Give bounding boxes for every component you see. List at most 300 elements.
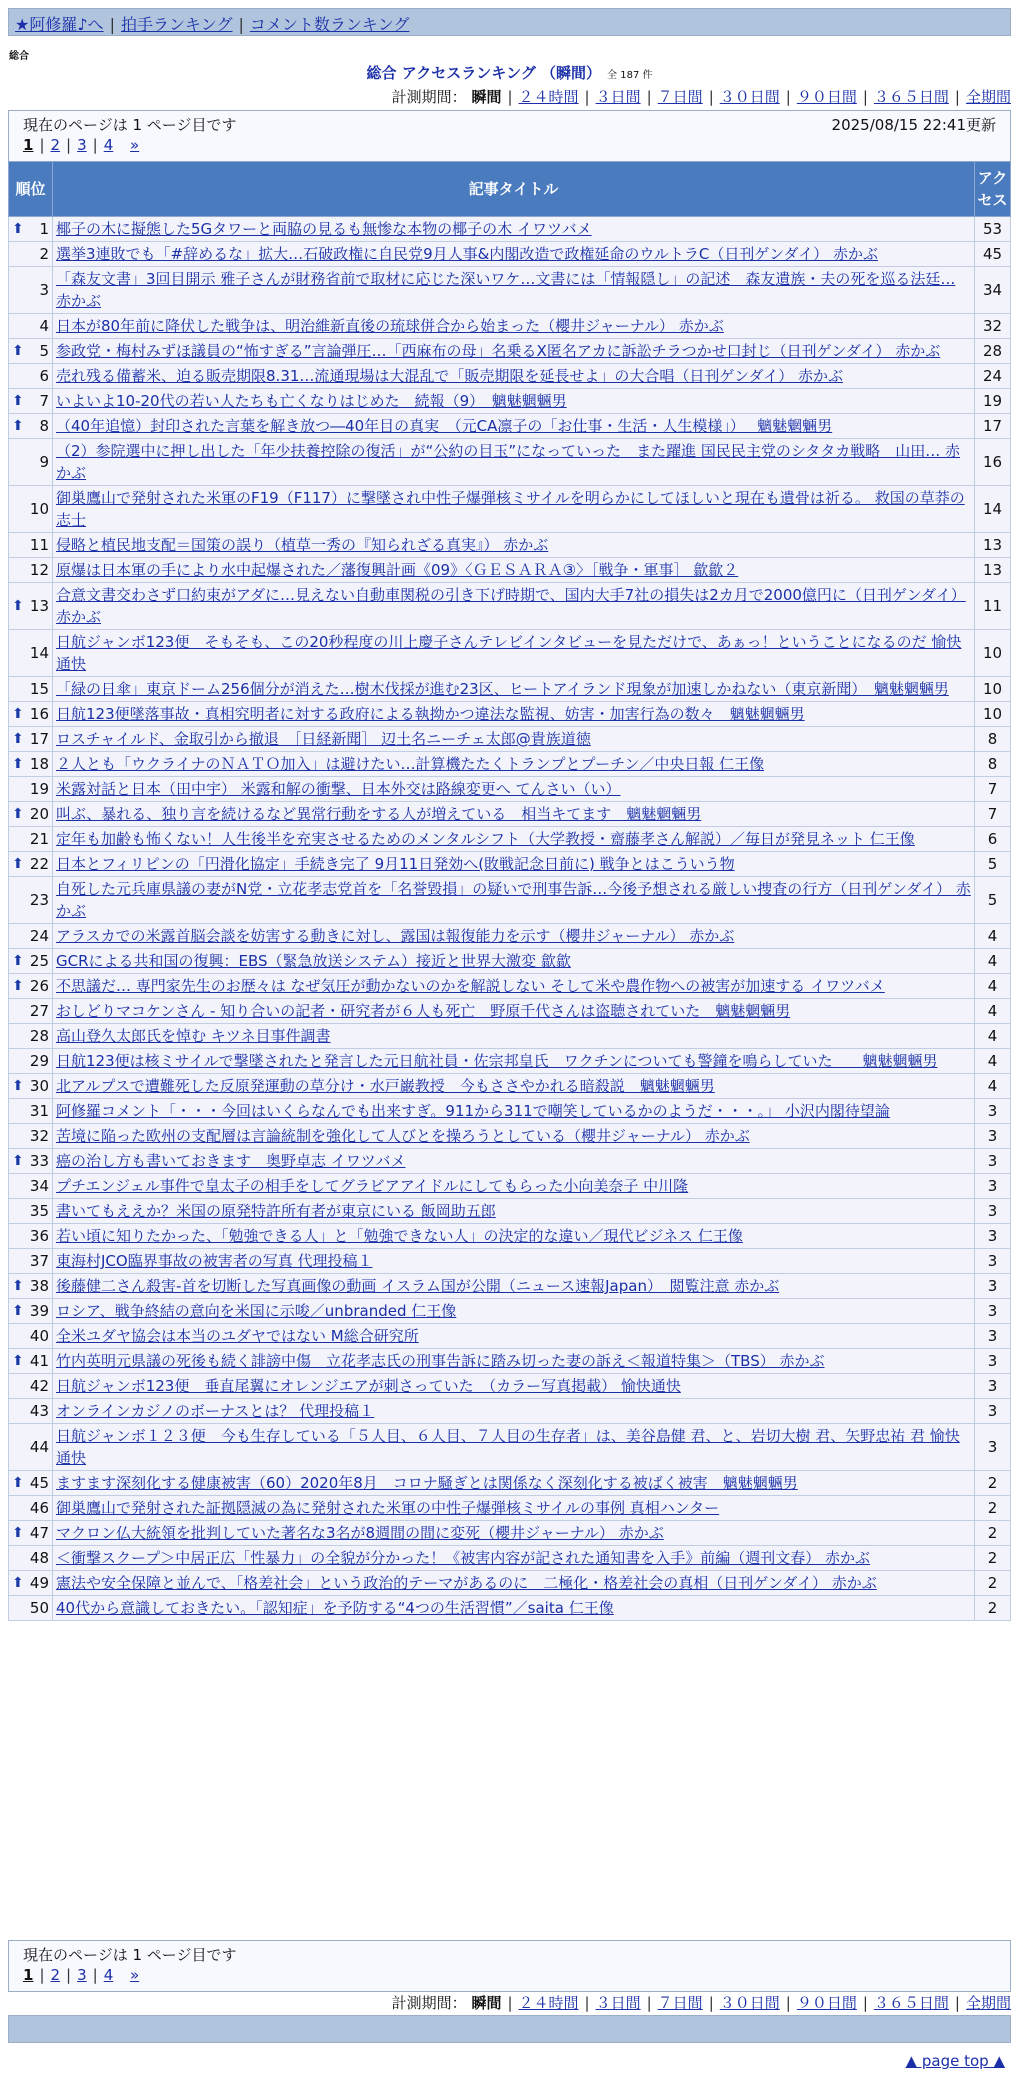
period-90d-link-bottom[interactable]: ９０日間 [796, 1994, 857, 2012]
rank-cell [9, 1099, 53, 1124]
title-cell [53, 1374, 975, 1399]
rank-cell [9, 1074, 53, 1099]
rank-cell [9, 1596, 53, 1621]
title-cell [53, 1099, 975, 1124]
title-cell [53, 583, 975, 630]
table-row [9, 1049, 1011, 1074]
title-cell [53, 414, 975, 439]
table-row [9, 1099, 1011, 1124]
access-count: 5 [975, 852, 1011, 877]
page-top-link[interactable]: ▲ page top ▲ [905, 2052, 1005, 2070]
rank-number: 36 [29, 1227, 49, 1245]
rank-number: 28 [29, 1027, 49, 1045]
rank-number: 38 [29, 1277, 49, 1295]
table-row [9, 752, 1011, 777]
table-row [9, 583, 1011, 630]
period-30d-link-bottom[interactable]: ３０日間 [719, 1994, 780, 2012]
title-cell [53, 267, 975, 314]
page-next-link-bottom[interactable]: » [130, 1966, 140, 1984]
rank-number: 25 [29, 952, 49, 970]
rank-number: 24 [29, 927, 49, 945]
rank-number: 4 [39, 317, 49, 335]
title-cell [53, 630, 975, 677]
access-count: 28 [975, 339, 1011, 364]
article-link[interactable]: 「森友文書」3回目開示 雅子さんが財務省前で取材に応じた深いワケ…文書には「情報隠し」の記述 森友遺族・夫の死を巡る法廷… 赤かぶ [56, 270, 956, 310]
rank-cell [9, 1274, 53, 1299]
table-row [9, 802, 1011, 827]
article-link[interactable]: 米露対話と日本（田中宇） 米露和解の衝撃、日本外交は路線変更へ てんさい（い） [56, 780, 621, 798]
rank-cell [9, 1174, 53, 1199]
title-cell [53, 877, 975, 924]
article-link[interactable]: オンラインカジノのボーナスとは？ 代理投稿１ [56, 1402, 375, 1420]
article-link[interactable]: 叫ぶ、暴れる、独り言を続けるなど異常行動をする人が増えている 相当キてます 魑魅魍魎男 [56, 805, 702, 823]
article-link[interactable]: 不思議だ… 専門家先生のお歴々は なぜ気圧が動かないのかを解説しない そして米や農作物への被害が加速する イワツバメ [56, 977, 885, 995]
period-3d-link[interactable]: ３日間 [595, 88, 641, 106]
article-link[interactable]: おしどりマコケンさん - 知り合いの記者・研究者が６人も死亡 野原千代さんは盗聴されていた 魑魅魍魎男 [56, 1002, 791, 1020]
title-cell [53, 558, 975, 583]
rank-cell [9, 1024, 53, 1049]
page-current: 1 [23, 136, 34, 154]
period-7d-link-bottom[interactable]: ７日間 [657, 1994, 703, 2012]
title-cell [53, 364, 975, 389]
comment-ranking-link[interactable]: コメント数ランキング [249, 15, 410, 34]
article-link[interactable]: 合意文書交わさず口約束がアダに…見えない自動車関税の引き下げ時期で、国内大手7社の損失は2カ月で2000億円に（日刊ゲンダイ） 赤かぶ [56, 586, 966, 626]
article-link[interactable]: 東海村JCO臨界事故の被害者の写真 代理投稿１ [56, 1252, 373, 1270]
rank-cell [9, 877, 53, 924]
access-count: 4 [975, 1074, 1011, 1099]
rank-cell [9, 924, 53, 949]
header-title: 記事タイトル [53, 162, 975, 217]
article-link[interactable]: 高山登久太郎氏を悼む キツネ目事件調書 [56, 1027, 331, 1045]
title-cell [53, 974, 975, 999]
rank-up-icon: ⬆ [12, 978, 24, 994]
table-row [9, 1349, 1011, 1374]
table-row [9, 1174, 1011, 1199]
access-count: 13 [975, 533, 1011, 558]
rank-number: 30 [29, 1077, 49, 1095]
article-link[interactable]: 全米ユダヤ協会は本当のユダヤではない M総合研究所 [56, 1327, 419, 1345]
rank-number: 47 [29, 1524, 49, 1542]
access-count: 2 [975, 1546, 1011, 1571]
table-row [9, 1274, 1011, 1299]
home-link[interactable]: ★阿修羅♪へ [15, 15, 104, 34]
rank-number: 14 [29, 644, 49, 662]
article-link[interactable]: ますます深刻化する健康被害（60）2020年8月 コロナ騒ぎとは関係なく深刻化する被ばく被害 魑魅魍魎男 [56, 1474, 798, 1492]
rank-number: 46 [29, 1499, 49, 1517]
rank-number: 11 [29, 536, 49, 554]
rank-number: 16 [29, 705, 49, 723]
access-count: 24 [975, 364, 1011, 389]
article-link[interactable]: 苦境に陥った欧州の支配層は言論統制を強化して人びとを操ろうとしている（櫻井ジャーナル） 赤かぶ [56, 1127, 750, 1145]
article-link[interactable]: （40年追憶）封印された言葉を解き放つ―40年目の真実 （元CA凛子の「お仕事・生活・人生模様」） 魑魅魍魎男 [56, 417, 833, 435]
title-cell [53, 486, 975, 533]
rank-number: 23 [29, 891, 49, 909]
rank-number: 27 [29, 1002, 49, 1020]
separator: | [109, 15, 115, 34]
rank-number: 29 [29, 1052, 49, 1070]
rank-number: 49 [29, 1574, 49, 1592]
title-cell [53, 1496, 975, 1521]
header-rank: 順位 [9, 162, 53, 217]
access-count: 3 [975, 1149, 1011, 1174]
rank-cell [9, 1224, 53, 1249]
access-count: 7 [975, 802, 1011, 827]
access-count: 3 [975, 1224, 1011, 1249]
table-row [9, 1471, 1011, 1496]
rank-number: 26 [29, 977, 49, 995]
rank-number: 15 [29, 680, 49, 698]
access-count: 4 [975, 949, 1011, 974]
rank-up-icon: ⬆ [12, 1353, 24, 1369]
rank-number: 44 [29, 1438, 49, 1456]
rank-up-icon: ⬆ [12, 1525, 24, 1541]
article-link[interactable]: ロシア、戦争終結の意向を米国に示唆／unbranded 仁王像 [56, 1302, 457, 1320]
article-link[interactable]: 選挙3連敗でも「#辞めるな」拡大…石破政権に自民党9月人事&内閣改造で政権延命のウルトラC（日刊ゲンダイ） 赤かぶ [56, 245, 878, 263]
table-row [9, 1496, 1011, 1521]
table-row [9, 1074, 1011, 1099]
access-count: 3 [975, 1324, 1011, 1349]
table-row [9, 1024, 1011, 1049]
separator: | [238, 15, 244, 34]
period-7d-link[interactable]: ７日間 [657, 88, 703, 106]
table-row [9, 1596, 1011, 1621]
page-current-bottom: 1 [23, 1966, 34, 1984]
ranking-table [8, 161, 1011, 1621]
rank-up-icon: ⬆ [12, 418, 24, 434]
table-row [9, 364, 1011, 389]
article-link[interactable]: プチエンジェル事件で皇太子の相手をしてグラビアアイドルにしてもらった小向美奈子 中川隆 [56, 1177, 689, 1195]
article-link[interactable]: 若い頃に知りたかった、「勉強できる人」と「勉強できない人」の決定的な違い／現代ビジネス 仁王像 [56, 1227, 743, 1245]
period-all-link-bottom[interactable]: 全期間 [965, 1994, 1011, 2012]
article-link[interactable]: 日航ジャンボ123便 そもそも、この20秒程度の川上慶子さんテレビインタビューを見ただけで、あぁっ！ということになるのだ 愉快通快 [56, 633, 962, 673]
title-cell [53, 339, 975, 364]
access-count: 8 [975, 727, 1011, 752]
rank-cell [9, 533, 53, 558]
access-count: 10 [975, 702, 1011, 727]
access-count: 2 [975, 1596, 1011, 1621]
article-link[interactable]: ロスチャイルド、金取引から撤退 ［日経新聞］ 辺土名ニーチェ太郎@貴族道徳 [56, 730, 591, 748]
page-next-link[interactable]: » [130, 136, 140, 154]
period-label-bottom: 計測期間： [391, 1994, 467, 2012]
rank-up-icon: ⬆ [12, 393, 24, 409]
rank-cell [9, 389, 53, 414]
access-count: 7 [975, 777, 1011, 802]
period-30d-link[interactable]: ３０日間 [719, 88, 780, 106]
title-cell [53, 1124, 975, 1149]
rank-up-icon: ⬆ [12, 953, 24, 969]
article-link[interactable]: 40代から意識しておきたい。「認知症」を予防する“4つの生活習慣”／saita 仁王像 [56, 1599, 614, 1617]
rank-up-icon: ⬆ [12, 221, 24, 237]
page-link-4-bottom[interactable]: 4 [103, 1966, 114, 1984]
access-count: 3 [975, 1249, 1011, 1274]
title-cell [53, 1199, 975, 1224]
rank-number: 10 [29, 500, 49, 518]
table-row [9, 314, 1011, 339]
article-link[interactable]: 椰子の木に擬態した5Gタワーと両脇の見るも無惨な本物の椰子の木 イワツバメ [56, 220, 592, 238]
access-count: 4 [975, 999, 1011, 1024]
rank-cell [9, 486, 53, 533]
rank-cell [9, 752, 53, 777]
rank-number: 21 [29, 830, 49, 848]
table-row [9, 999, 1011, 1024]
table-header-row [9, 162, 1011, 217]
article-link[interactable]: 書いてもええか？米国の原発特許所有者が東京にいる 飯岡助五郎 [56, 1202, 496, 1220]
rank-number: 5 [39, 342, 49, 360]
period-24h-link-bottom[interactable]: ２４時間 [518, 1994, 579, 2012]
rank-number: 31 [29, 1102, 49, 1120]
article-link[interactable]: GCRによる共和国の復興：EBS（緊急放送システム）接近と世界大激変 歙歙 [56, 952, 571, 970]
article-link[interactable]: ２人とも「ウクライナのＮＡＴＯ加入」は避けたい…計算機たたくトランプとプーチン／中央日報 仁王像 [56, 755, 765, 773]
section-label: 総合 [9, 51, 29, 62]
rank-cell [9, 999, 53, 1024]
article-link[interactable]: 定年も加齢も怖くない！人生後半を充実させるためのメンタルシフト（大学教授・齋藤孝さん解説）／毎日が発見ネット 仁王像 [56, 830, 915, 848]
table-row [9, 242, 1011, 267]
title-cell [53, 533, 975, 558]
table-row [9, 1124, 1011, 1149]
page-link-3-bottom[interactable]: 3 [77, 1966, 87, 1984]
article-link[interactable]: 日航ジャンボ１２３便 今も生存している「５人目、６人目、７人目の生存者」は、美谷島健 君、と、岩切大樹 君、矢野忠祐 君 愉快通快 [56, 1427, 960, 1467]
rank-cell [9, 583, 53, 630]
article-link[interactable]: 日本が80年前に降伏した戦争は、明治維新直後の琉球併合から始まった（櫻井ジャーナル） 赤かぶ [56, 317, 724, 335]
article-link[interactable]: 日航123便墜落事故・真相究明者に対する政府による執拗かつ違法な監視、妨害・加害行為の数々 魑魅魍魎男 [56, 705, 805, 723]
article-link[interactable]: 北アルプスで遭難死した反原発運動の草分け・水戸巌教授 今もささやかれる暗殺説 魑魅魍魎男 [56, 1077, 715, 1095]
period-all-link[interactable]: 全期間 [965, 88, 1011, 106]
article-link[interactable]: 癌の治し方も書いておきます 奥野卓志 イワツバメ [56, 1152, 406, 1170]
table-row [9, 1424, 1011, 1471]
article-link[interactable]: 侵略と植民地支配＝国策の誤り（植草一秀の『知られざる真実』） 赤かぶ [56, 536, 549, 554]
rank-up-icon: ⬆ [12, 1078, 24, 1094]
table-row [9, 877, 1011, 924]
rank-number: 18 [29, 755, 49, 773]
rank-cell [9, 1299, 53, 1324]
rank-cell [9, 802, 53, 827]
rank-number: 50 [29, 1599, 49, 1617]
access-count: 3 [975, 1174, 1011, 1199]
article-link[interactable]: マクロン仏大統領を批判していた著名な3名が8週間の間に変死（櫻井ジャーナル） 赤かぶ [56, 1524, 664, 1542]
access-count: 3 [975, 1099, 1011, 1124]
article-link[interactable]: 御巣鷹山で発射された米軍のF19（F117）に撃墜され中性子爆弾核ミサイルを明らかにしてほしいと現在も遺骨は祈る。 救国の草莽の志士 [56, 489, 965, 529]
rank-number: 33 [29, 1152, 49, 1170]
article-link[interactable]: 日航ジャンボ123便 垂直尾翼にオレンジエアが刺さっていた （カラー写真掲載） 愉快通快 [56, 1377, 681, 1395]
table-row [9, 1571, 1011, 1596]
pager-bottom: 現在のページは 1 ページ目です 1 | 2 | 3 | 4 » [8, 1940, 1011, 1992]
period-3d-link-bottom[interactable]: ３日間 [595, 1994, 641, 2012]
title-cell [53, 242, 975, 267]
rank-number: 2 [39, 245, 49, 263]
table-row [9, 486, 1011, 533]
article-link[interactable]: アラスカでの米露首脳会談を妨害する動きに対し、露国は報復能力を示す（櫻井ジャーナル） 赤かぶ [56, 927, 735, 945]
page-link-2[interactable]: 2 [50, 136, 61, 154]
table-row [9, 1299, 1011, 1324]
rank-number: 43 [29, 1402, 49, 1420]
title-cell [53, 802, 975, 827]
period-selector-top: 計測期間： 瞬間 | ２４時間 | ３日間 | ７日間 | ３０日間 | ９０日間 | ３６５日間 | 全期間 [391, 88, 1011, 106]
title-cell [53, 217, 975, 242]
access-count: 4 [975, 924, 1011, 949]
rank-cell [9, 949, 53, 974]
access-count: 8 [975, 752, 1011, 777]
access-count: 45 [975, 242, 1011, 267]
rank-up-icon: ⬆ [12, 343, 24, 359]
table-row [9, 1399, 1011, 1424]
access-count: 53 [975, 217, 1011, 242]
rank-number: 3 [39, 281, 49, 299]
ranking-title-text: 総合 アクセスランキング （瞬間） [366, 64, 602, 82]
page-link-2-bottom[interactable]: 2 [50, 1966, 61, 1984]
rank-number: 39 [29, 1302, 49, 1320]
rank-up-icon: ⬆ [12, 731, 24, 747]
page-link-3[interactable]: 3 [77, 136, 87, 154]
title-cell [53, 389, 975, 414]
rank-cell [9, 558, 53, 583]
rank-number: 22 [29, 855, 49, 873]
article-link[interactable]: 自死した元兵庫県議の妻がN党・立花孝志党首を「名誉毀損」の疑いで刑事告訴…今後予想される厳しい捜査の行方（日刊ゲンダイ） 赤かぶ [56, 880, 971, 920]
rank-cell [9, 439, 53, 486]
access-count: 3 [975, 1374, 1011, 1399]
title-cell [53, 999, 975, 1024]
rank-cell [9, 1124, 53, 1149]
article-link[interactable]: 御巣鷹山で発射された証拠隠滅の為に発射された米軍の中性子爆弾核ミサイルの事例 真相ハンター [56, 1499, 720, 1517]
rank-cell [9, 1149, 53, 1174]
table-row [9, 533, 1011, 558]
rank-cell [9, 1521, 53, 1546]
access-count: 2 [975, 1471, 1011, 1496]
rank-number: 34 [29, 1177, 49, 1195]
rank-number: 17 [29, 730, 49, 748]
access-count: 2 [975, 1571, 1011, 1596]
table-row [9, 1546, 1011, 1571]
article-link[interactable]: 日航123便は核ミサイルで撃墜されたと発言した元日航社員・佐宗邦皇氏 ワクチンについても警鐘を鳴らしていた 魑魅魍魎男 [56, 1052, 938, 1070]
rank-cell [9, 1399, 53, 1424]
table-row [9, 777, 1011, 802]
rank-up-icon: ⬆ [12, 1575, 24, 1591]
table-row [9, 1224, 1011, 1249]
table-row [9, 924, 1011, 949]
title-cell [53, 1074, 975, 1099]
page-status: 現在のページは 1 ページ目です [23, 116, 237, 134]
article-link[interactable]: 原爆は日本軍の手により水中起爆された／藩復興計画《09》〈ＧＥＳＡＲＡ③〉［戦争・軍事］ 歙歙２ [56, 561, 739, 579]
title-cell [53, 1049, 975, 1074]
period-365d-link[interactable]: ３６５日間 [873, 88, 949, 106]
table-row [9, 217, 1011, 242]
access-count: 3 [975, 1299, 1011, 1324]
rank-cell [9, 267, 53, 314]
rank-up-icon: ⬆ [12, 1303, 24, 1319]
title-cell [53, 1274, 975, 1299]
article-link[interactable]: 後藤健二さん殺害-首を切断した写真画像の動画 イスラム国が公開（ニュース速報Japan） 閲覧注意 赤かぶ [56, 1277, 780, 1295]
rank-cell [9, 1471, 53, 1496]
rank-number: 6 [39, 367, 49, 385]
rank-number: 41 [29, 1352, 49, 1370]
access-count: 11 [975, 583, 1011, 630]
title-cell [53, 1571, 975, 1596]
title-cell [53, 1149, 975, 1174]
title-cell [53, 1546, 975, 1571]
title-cell [53, 677, 975, 702]
rank-number: 20 [29, 805, 49, 823]
article-link[interactable]: 日本とフィリピンの「円滑化協定」手続き完了 9月11日発効へ(敗戦記念日前に) 戦争とはこういう物 [56, 855, 735, 873]
ranking-table-body [9, 217, 1011, 1621]
period-selector-bottom: 計測期間： 瞬間 | ２４時間 | ３日間 | ７日間 | ３０日間 | ９０日間 | ３６５日間 | 全期間 [391, 1994, 1011, 2012]
title-cell [53, 1349, 975, 1374]
title-cell [53, 439, 975, 486]
article-link[interactable]: ＜衝撃スクープ＞中居正広「性暴力」の全貌が分かった！《被害内容が記された通知書を入手》前編（週刊文春） 赤かぶ [56, 1549, 871, 1567]
article-link[interactable]: （2）参院選中に押し出した「年少扶養控除の復活」が“公約の目玉”になっていった また躍進 国民民主党のシタタカ戦略 山田… 赤かぶ [56, 442, 961, 482]
rank-cell [9, 217, 53, 242]
footer-bar [8, 2015, 1011, 2043]
article-link[interactable]: 売れ残る備蓄米、迫る販売期限8.31…流通現場は大混乱で「販売期限を延長せよ」の大合唱（日刊ゲンダイ） 赤かぶ [56, 367, 843, 385]
access-count: 10 [975, 630, 1011, 677]
page-link-4[interactable]: 4 [103, 136, 114, 154]
rank-cell [9, 1324, 53, 1349]
table-row [9, 1199, 1011, 1224]
rank-cell [9, 1571, 53, 1596]
period-365d-link-bottom[interactable]: ３６５日間 [873, 1994, 949, 2012]
table-row [9, 558, 1011, 583]
rank-cell [9, 677, 53, 702]
access-count: 4 [975, 1049, 1011, 1074]
rank-up-icon: ⬆ [12, 1278, 24, 1294]
access-count: 13 [975, 558, 1011, 583]
article-link[interactable]: 竹内英明元県議の死後も続く誹謗中傷 立花孝志氏の刑事告訴に踏み切った妻の訴え＜報道特集＞（TBS） 赤かぶ [56, 1352, 825, 1370]
article-link[interactable]: 憲法や安全保障と並んで、「格差社会」という政治的テーマがあるのに 二極化・格差社会の真相（日刊ゲンダイ） 赤かぶ [56, 1574, 877, 1592]
rank-up-icon: ⬆ [12, 598, 24, 614]
period-24h-link[interactable]: ２４時間 [518, 88, 579, 106]
clap-ranking-link[interactable]: 拍手ランキング [120, 15, 233, 34]
title-cell [53, 1596, 975, 1621]
rank-number: 32 [29, 1127, 49, 1145]
title-cell [53, 702, 975, 727]
rank-cell [9, 974, 53, 999]
rank-cell [9, 1546, 53, 1571]
rank-cell [9, 1374, 53, 1399]
access-count: 4 [975, 1024, 1011, 1049]
ranking-count: 全 187 件 [607, 70, 653, 81]
rank-number: 40 [29, 1327, 49, 1345]
title-cell [53, 752, 975, 777]
table-row [9, 389, 1011, 414]
rank-number: 19 [29, 780, 49, 798]
article-link[interactable]: 参政党・梅村みずほ議員の“怖すぎる”言論弾圧…「西麻布の母」名乗るX匿名アカに訴訟チラつかせ口封じ（日刊ゲンダイ） 赤かぶ [56, 342, 941, 360]
title-cell [53, 1224, 975, 1249]
table-row [9, 702, 1011, 727]
rank-cell [9, 1249, 53, 1274]
period-90d-link[interactable]: ９０日間 [796, 88, 857, 106]
rank-number: 42 [29, 1377, 49, 1395]
table-row [9, 949, 1011, 974]
rank-cell [9, 1349, 53, 1374]
title-cell [53, 852, 975, 877]
article-link[interactable]: いよいよ10-20代の若い人たちも亡くなりはじめた 続報（9） 魑魅魍魎男 [56, 392, 567, 410]
article-link[interactable]: 阿修羅コメント「・・・今回はいくらなんでも出来すぎ。911から311で嘲笑しているかのようだ・・・。」 小沢内閣待望論 [56, 1102, 890, 1120]
rank-up-icon: ⬆ [12, 1475, 24, 1491]
rank-number: 9 [39, 453, 49, 471]
rank-cell [9, 414, 53, 439]
article-link[interactable]: 「緑の日傘」東京ドーム256個分が消えた…樹木伐採が進む23区、ヒートアイランド現象が加速しかねない（東京新聞） 魑魅魍魎男 [56, 680, 949, 698]
title-cell [53, 827, 975, 852]
period-label: 計測期間： [391, 88, 467, 106]
page-status-bottom: 現在のページは 1 ページ目です [23, 1946, 237, 1964]
rank-cell [9, 630, 53, 677]
access-count: 3 [975, 1349, 1011, 1374]
rank-cell [9, 339, 53, 364]
table-row [9, 1249, 1011, 1274]
ranking-title [0, 62, 1019, 83]
rank-number: 37 [29, 1252, 49, 1270]
table-row [9, 727, 1011, 752]
rank-cell [9, 1424, 53, 1471]
access-count: 3 [975, 1199, 1011, 1224]
